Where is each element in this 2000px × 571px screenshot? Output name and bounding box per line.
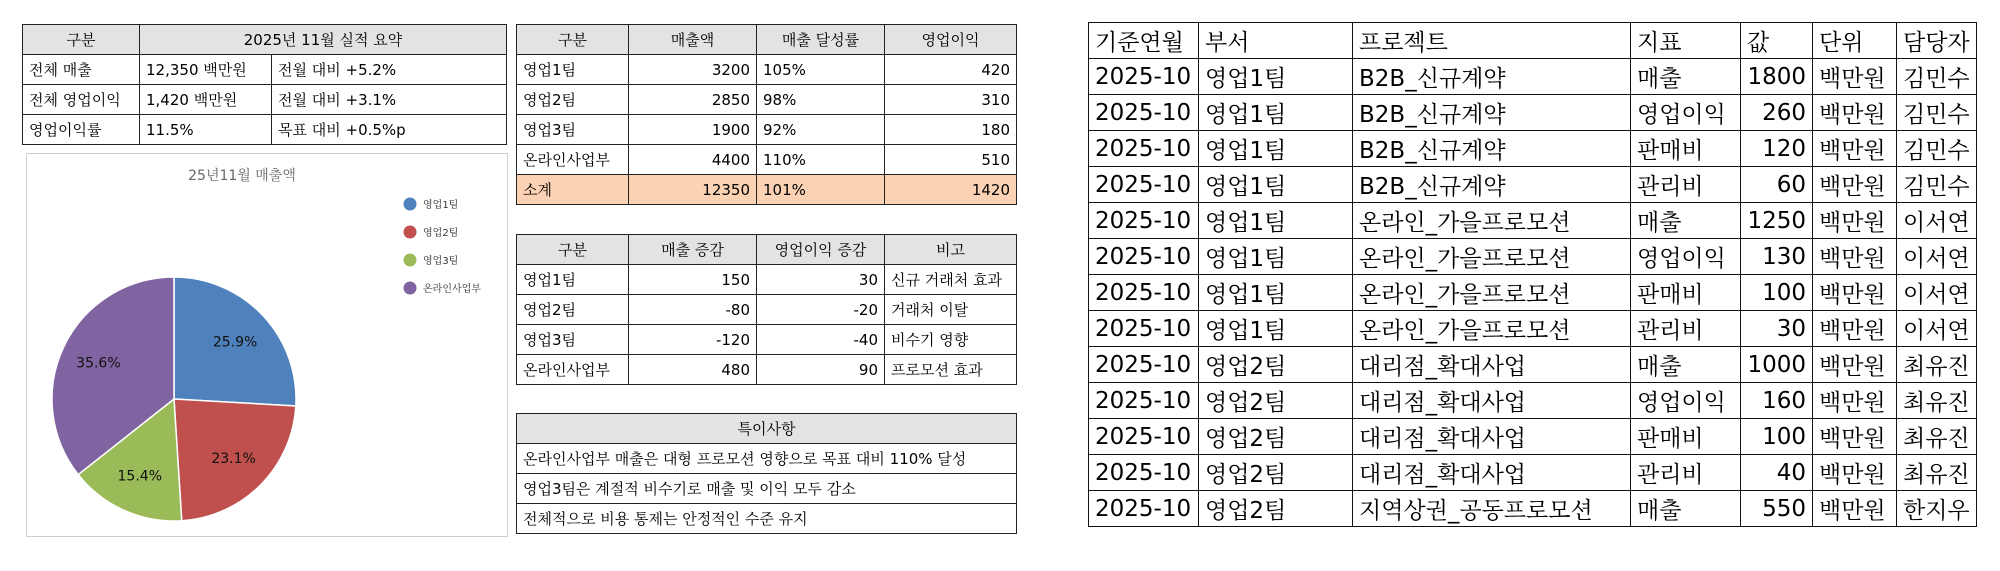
dept-cell[interactable]: 영업2팀 [1199,491,1353,527]
change-profit-delta[interactable]: 30 [757,265,885,295]
chart-title: 25년11월 매출액 [188,168,296,184]
data-sheet-row [1089,311,1977,347]
unit-cell[interactable]: 백만원 [1813,59,1897,95]
perf-header-category[interactable]: 구분 [517,25,629,55]
summary-label[interactable]: 전체 영업이익 [23,85,140,115]
month-cell[interactable]: 2025-10 [1089,347,1199,383]
perf-team[interactable]: 영업1팀 [517,55,629,85]
subtotal-rate[interactable]: 101% [757,175,885,205]
value-cell[interactable]: 1800 [1741,59,1813,95]
value-cell[interactable]: 120 [1741,131,1813,167]
dept-cell[interactable]: 영업1팀 [1199,95,1353,131]
notes-row [517,444,1017,474]
legend-marker [404,198,417,211]
unit-cell[interactable]: 백만원 [1813,491,1897,527]
data-sheet-table [1088,22,1977,527]
month-cell[interactable]: 2025-10 [1089,131,1199,167]
data-sheet-row [1089,383,1977,419]
metric-cell[interactable]: 매출 [1631,347,1741,383]
data-sheet-row [1089,275,1977,311]
performance-header-row [517,25,1017,55]
perf-header-rate[interactable]: 매출 달성률 [757,25,885,55]
metric-cell[interactable]: 관리비 [1631,455,1741,491]
col-header-metric[interactable]: 지표 [1631,23,1741,59]
owner-cell[interactable]: 김민수 [1897,59,1977,95]
month-cell[interactable]: 2025-10 [1089,419,1199,455]
data-sheet-row [1089,455,1977,491]
unit-cell[interactable]: 백만원 [1813,275,1897,311]
dept-cell[interactable]: 영업1팀 [1199,203,1353,239]
performance-row [517,55,1017,85]
data-sheet-row [1089,167,1977,203]
owner-cell[interactable]: 최유진 [1897,347,1977,383]
dept-cell[interactable]: 영업2팀 [1199,455,1353,491]
summary-note[interactable]: 목표 대비 +0.5%p [272,115,507,145]
perf-profit[interactable]: 420 [885,55,1017,85]
month-cell[interactable]: 2025-10 [1089,455,1199,491]
value-cell[interactable]: 1000 [1741,347,1813,383]
owner-cell[interactable]: 최유진 [1897,383,1977,419]
change-note[interactable]: 신규 거래처 효과 [885,265,1017,295]
project-cell[interactable]: 대리점_확대사업 [1353,347,1631,383]
change-profit-delta[interactable]: -20 [757,295,885,325]
metric-cell[interactable]: 판매비 [1631,419,1741,455]
owner-cell[interactable]: 김민수 [1897,95,1977,131]
month-cell[interactable]: 2025-10 [1089,275,1199,311]
value-cell[interactable]: 60 [1741,167,1813,203]
legend-label[interactable]: 영업1팀 [423,200,459,211]
data-sheet-row [1089,491,1977,527]
project-cell[interactable]: B2B_신규계약 [1353,95,1631,131]
metric-cell[interactable]: 매출 [1631,203,1741,239]
change-team[interactable]: 영업1팀 [517,265,629,295]
value-cell[interactable]: 40 [1741,455,1813,491]
pie-data-label: 35.6% [76,355,121,372]
month-cell[interactable]: 2025-10 [1089,95,1199,131]
col-header-dept[interactable]: 부서 [1199,23,1353,59]
dept-cell[interactable]: 영업1팀 [1199,59,1353,95]
legend-label[interactable]: 영업3팀 [423,256,459,267]
perf-team[interactable]: 영업2팀 [517,85,629,115]
note-item[interactable]: 영업3팀은 계절적 비수기로 매출 및 이익 모두 감소 [517,474,1017,504]
subtotal-sales[interactable]: 12350 [629,175,757,205]
month-cell[interactable]: 2025-10 [1089,59,1199,95]
legend-label[interactable]: 온라인사업부 [423,284,481,295]
change-sales-delta[interactable]: -120 [629,325,757,355]
change-team[interactable]: 영업2팀 [517,295,629,325]
change-row [517,355,1017,385]
metric-cell[interactable]: 영업이익 [1631,383,1741,419]
summary-value[interactable]: 12,350 백만원 [140,55,272,85]
change-profit-delta[interactable]: 90 [757,355,885,385]
notes-header[interactable]: 특이사항 [517,414,1017,444]
change-team[interactable]: 온라인사업부 [517,355,629,385]
month-cell[interactable]: 2025-10 [1089,491,1199,527]
change-note[interactable]: 비수기 영향 [885,325,1017,355]
performance-subtotal-row [517,175,1017,205]
subtotal-label[interactable]: 소계 [517,175,629,205]
perf-team[interactable]: 온라인사업부 [517,145,629,175]
dept-cell[interactable]: 영업1팀 [1199,167,1353,203]
value-cell[interactable]: 1250 [1741,203,1813,239]
change-row [517,265,1017,295]
owner-cell[interactable]: 이서연 [1897,275,1977,311]
unit-cell[interactable]: 백만원 [1813,311,1897,347]
metric-cell[interactable]: 관리비 [1631,311,1741,347]
dept-cell[interactable]: 영업2팀 [1199,347,1353,383]
project-cell[interactable]: 지역상권_공동프로모션 [1353,491,1631,527]
perf-rate[interactable]: 105% [757,55,885,85]
month-cell[interactable]: 2025-10 [1089,383,1199,419]
change-header-sales[interactable]: 매출 증감 [629,235,757,265]
project-cell[interactable]: 온라인_가을프로모션 [1353,311,1631,347]
unit-cell[interactable]: 백만원 [1813,455,1897,491]
value-cell[interactable]: 100 [1741,275,1813,311]
month-cell[interactable]: 2025-10 [1089,167,1199,203]
change-header-row [517,235,1017,265]
legend-marker [404,254,417,267]
unit-cell[interactable]: 백만원 [1813,419,1897,455]
notes-table [516,413,1017,534]
project-cell[interactable]: 대리점_확대사업 [1353,455,1631,491]
perf-sales[interactable]: 4400 [629,145,757,175]
perf-profit[interactable]: 180 [885,115,1017,145]
value-cell[interactable]: 100 [1741,419,1813,455]
owner-cell[interactable]: 이서연 [1897,311,1977,347]
summary-row [23,115,507,145]
value-cell[interactable]: 130 [1741,239,1813,275]
legend-marker [404,226,417,239]
owner-cell[interactable]: 최유진 [1897,419,1977,455]
dept-cell[interactable]: 영업2팀 [1199,383,1353,419]
change-note[interactable]: 거래처 이탈 [885,295,1017,325]
value-cell[interactable]: 550 [1741,491,1813,527]
project-cell[interactable]: 온라인_가을프로모션 [1353,203,1631,239]
pie-chart [27,154,507,536]
value-cell[interactable]: 30 [1741,311,1813,347]
change-sales-delta[interactable]: 150 [629,265,757,295]
summary-row [23,85,507,115]
perf-sales[interactable]: 2850 [629,85,757,115]
data-sheet-header-row [1089,23,1977,59]
note-item[interactable]: 전체적으로 비용 통제는 안정적인 수준 유지 [517,504,1017,534]
dept-cell[interactable]: 영업1팀 [1199,131,1353,167]
notes-row [517,474,1017,504]
change-table [516,234,1017,385]
month-cell[interactable]: 2025-10 [1089,203,1199,239]
performance-row [517,85,1017,115]
performance-row [517,145,1017,175]
pie-chart-frame[interactable] [26,153,508,537]
note-item[interactable]: 온라인사업부 매출은 대형 프로모션 영향으로 목표 대비 110% 달성 [517,444,1017,474]
data-sheet-row [1089,59,1977,95]
change-sales-delta[interactable]: 480 [629,355,757,385]
project-cell[interactable]: 온라인_가을프로모션 [1353,239,1631,275]
unit-cell[interactable]: 백만원 [1813,383,1897,419]
change-note[interactable]: 프로모션 효과 [885,355,1017,385]
project-cell[interactable]: B2B_신규계약 [1353,59,1631,95]
value-cell[interactable]: 260 [1741,95,1813,131]
project-cell[interactable]: 대리점_확대사업 [1353,383,1631,419]
data-sheet-row [1089,239,1977,275]
subtotal-profit[interactable]: 1420 [885,175,1017,205]
summary-value[interactable]: 11.5% [140,115,272,145]
owner-cell[interactable]: 김민수 [1897,131,1977,167]
dept-cell[interactable]: 영업1팀 [1199,275,1353,311]
metric-cell[interactable]: 관리비 [1631,167,1741,203]
data-sheet-row [1089,419,1977,455]
summary-header-title[interactable]: 2025년 11월 실적 요약 [140,25,507,55]
unit-cell[interactable]: 백만원 [1813,347,1897,383]
summary-label[interactable]: 전체 매출 [23,55,140,85]
perf-sales[interactable]: 3200 [629,55,757,85]
perf-header-profit[interactable]: 영업이익 [885,25,1017,55]
summary-label[interactable]: 영업이익률 [23,115,140,145]
notes-header-row [517,414,1017,444]
change-sales-delta[interactable]: -80 [629,295,757,325]
pie-data-label: 23.1% [211,451,256,468]
change-header-category[interactable]: 구분 [517,235,629,265]
perf-rate[interactable]: 98% [757,85,885,115]
metric-cell[interactable]: 매출 [1631,491,1741,527]
project-cell[interactable]: B2B_신규계약 [1353,131,1631,167]
col-header-month[interactable]: 기준연월 [1089,23,1199,59]
change-header-profit[interactable]: 영업이익 증감 [757,235,885,265]
unit-cell[interactable]: 백만원 [1813,203,1897,239]
dept-cell[interactable]: 영업2팀 [1199,419,1353,455]
unit-cell[interactable]: 백만원 [1813,131,1897,167]
change-team[interactable]: 영업3팀 [517,325,629,355]
month-cell[interactable]: 2025-10 [1089,311,1199,347]
unit-cell[interactable]: 백만원 [1813,239,1897,275]
unit-cell[interactable]: 백만원 [1813,95,1897,131]
perf-profit[interactable]: 310 [885,85,1017,115]
col-header-unit[interactable]: 단위 [1813,23,1897,59]
col-header-owner[interactable]: 담당자 [1897,23,1977,59]
metric-cell[interactable]: 판매비 [1631,131,1741,167]
perf-sales[interactable]: 1900 [629,115,757,145]
project-cell[interactable]: 대리점_확대사업 [1353,419,1631,455]
summary-value[interactable]: 1,420 백만원 [140,85,272,115]
summary-note[interactable]: 전월 대비 +5.2% [272,55,507,85]
perf-rate[interactable]: 110% [757,145,885,175]
dept-cell[interactable]: 영업1팀 [1199,311,1353,347]
performance-table [516,24,1017,205]
perf-team[interactable]: 영업3팀 [517,115,629,145]
owner-cell[interactable]: 최유진 [1897,455,1977,491]
change-row [517,295,1017,325]
summary-row [23,55,507,85]
summary-table [22,24,507,145]
project-cell[interactable]: B2B_신규계약 [1353,167,1631,203]
project-cell[interactable]: 온라인_가을프로모션 [1353,275,1631,311]
dept-cell[interactable]: 영업1팀 [1199,239,1353,275]
metric-cell[interactable]: 매출 [1631,59,1741,95]
perf-profit[interactable]: 510 [885,145,1017,175]
col-header-value[interactable]: 값 [1741,23,1813,59]
summary-header-row [23,25,507,55]
value-cell[interactable]: 160 [1741,383,1813,419]
summary-note[interactable]: 전월 대비 +3.1% [272,85,507,115]
month-cell[interactable]: 2025-10 [1089,239,1199,275]
notes-row [517,504,1017,534]
metric-cell[interactable]: 판매비 [1631,275,1741,311]
data-sheet-row [1089,131,1977,167]
legend-label[interactable]: 영업2팀 [423,228,459,239]
change-header-note[interactable]: 비고 [885,235,1017,265]
data-sheet-row [1089,203,1977,239]
pie-data-label: 15.4% [117,468,163,485]
perf-rate[interactable]: 92% [757,115,885,145]
performance-row [517,115,1017,145]
owner-cell[interactable]: 한지우 [1897,491,1977,527]
data-sheet-row [1089,347,1977,383]
unit-cell[interactable]: 백만원 [1813,167,1897,203]
summary-header-category[interactable]: 구분 [23,25,140,55]
owner-cell[interactable]: 김민수 [1897,167,1977,203]
pie-data-label: 25.9% [212,334,258,351]
metric-cell[interactable]: 영업이익 [1631,239,1741,275]
owner-cell[interactable]: 이서연 [1897,203,1977,239]
data-sheet-row [1089,95,1977,131]
change-profit-delta[interactable]: -40 [757,325,885,355]
perf-header-sales[interactable]: 매출액 [629,25,757,55]
legend-marker [404,282,417,295]
metric-cell[interactable]: 영업이익 [1631,95,1741,131]
owner-cell[interactable]: 이서연 [1897,239,1977,275]
change-row [517,325,1017,355]
col-header-project[interactable]: 프로젝트 [1353,23,1631,59]
